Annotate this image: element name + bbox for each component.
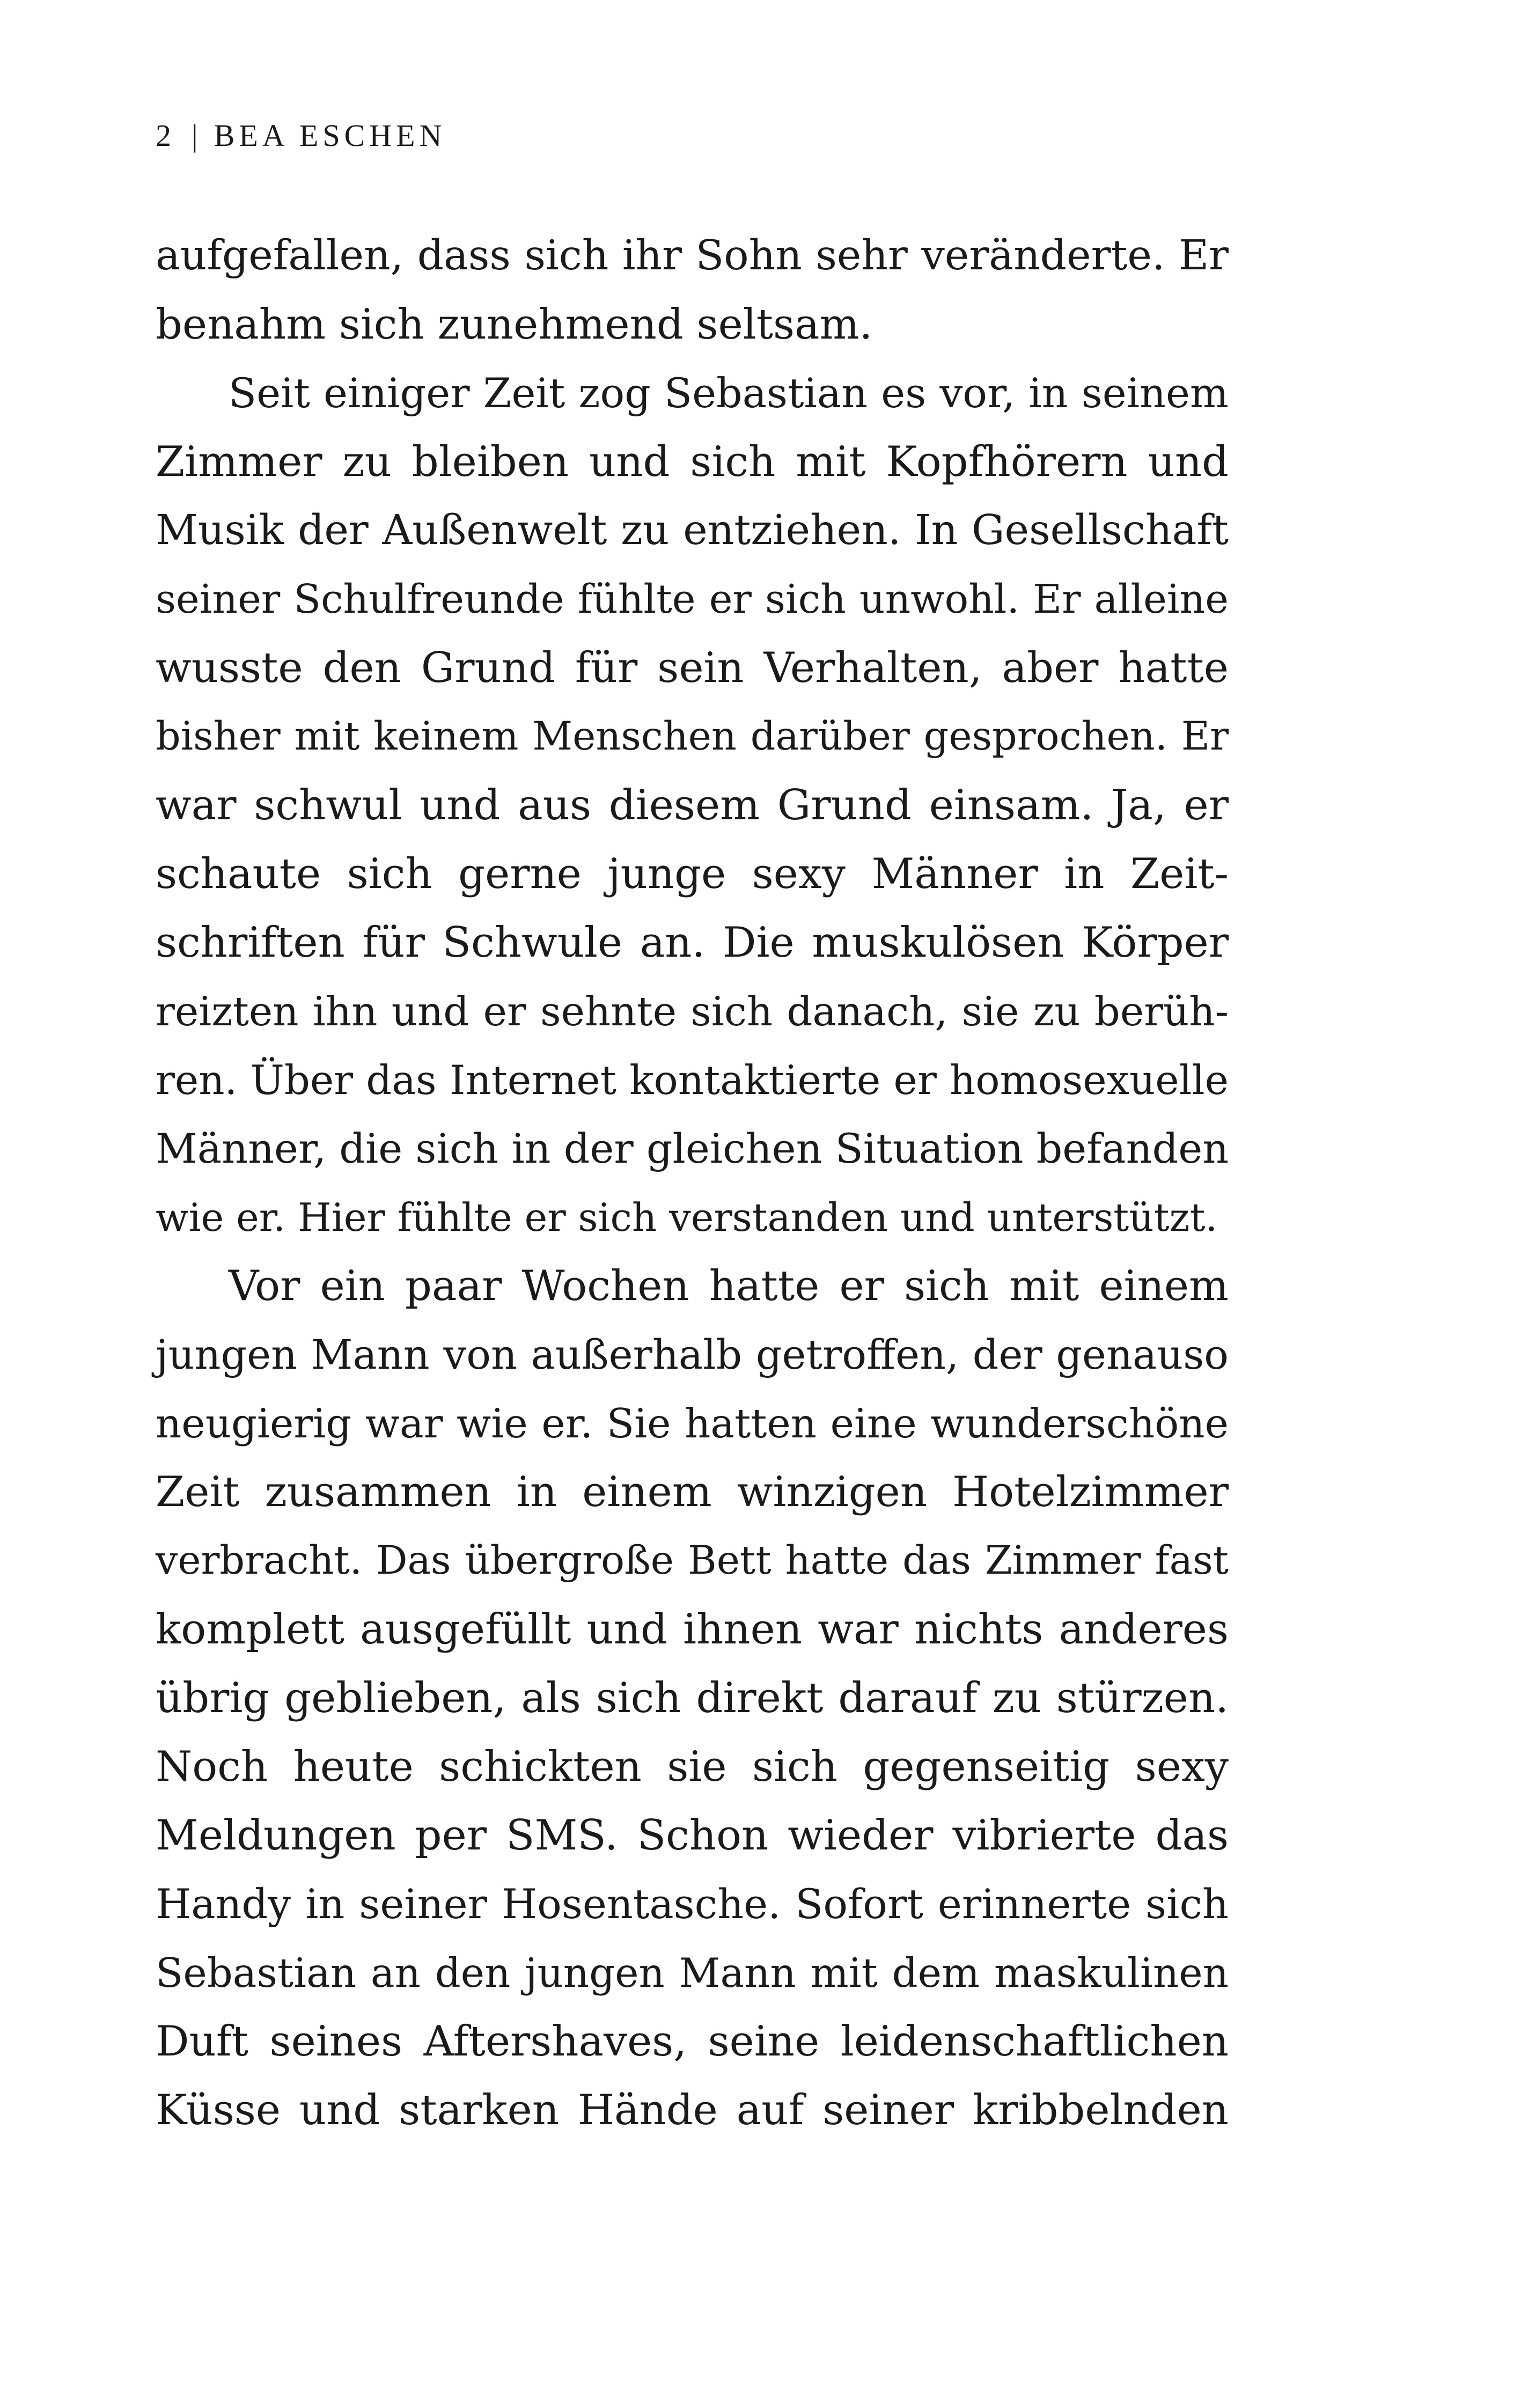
text-line: schriften für Schwule an. Die muskulösen Körper — [156, 919, 1229, 967]
text-line: schaute sich gerne junge sexy Männer in Zeit- — [156, 850, 1229, 898]
text-line: war schwul und aus diesem Grund einsam. Ja, er — [156, 781, 1229, 829]
text-line: Noch heute schickten sie sich gegenseitig sexy — [156, 1743, 1229, 1791]
text-line: Vor ein paar Wochen hatte er sich mit einem — [229, 1262, 1229, 1310]
text-line: bisher mit keinem Menschen darüber gesprochen. Er — [156, 714, 1229, 759]
text-line: Musik der Außenwelt zu entziehen. In Gesellschaft — [156, 506, 1229, 554]
author-name: BEA ESCHEN — [214, 118, 446, 153]
text-line: aufgefallen, dass sich ihr Sohn sehr veränderte. Er — [156, 232, 1229, 280]
text-line: komplett ausgefüllt und ihnen war nichts anderes — [156, 1605, 1229, 1654]
text-line: Männer, die sich in der gleichen Situation befanden — [156, 1125, 1229, 1172]
book-page — [156, 0, 1229, 2408]
text-line: Zeit zusammen in einem winzigen Hotelzimmer — [156, 1468, 1229, 1516]
text-line: übrig geblieben, als sich direkt darauf zu stürzen. — [156, 1674, 1229, 1722]
body-text — [156, 222, 1229, 2145]
text-line: wie er. Hier fühlte er sich verstanden und unterstützt. — [156, 1195, 1218, 1240]
text-line: wusste den Grund für sein Verhalten, aber hatte — [156, 644, 1229, 692]
text-line: neugierig war wie er. Sie hatten eine wunderschöne — [156, 1400, 1229, 1447]
text-line: Meldungen per SMS. Schon wieder vibrierte das — [156, 1811, 1229, 1860]
text-line: Zimmer zu bleiben und sich mit Kopfhörern und — [156, 438, 1229, 486]
text-line: Handy in seiner Hosentasche. Sofort erinnerte sich — [156, 1880, 1229, 1928]
header-separator: | — [192, 118, 198, 153]
text-line: seiner Schulfreunde fühlte er sich unwohl. Er alleine — [156, 576, 1229, 622]
page-number: 2 — [156, 118, 175, 153]
text-line: Seit einiger Zeit zog Sebastian es vor, in seinem — [229, 369, 1229, 417]
text-line: benahm sich zunehmend seltsam. — [156, 300, 873, 349]
text-line: ren. Über das Internet kontaktierte er homosexuelle — [156, 1056, 1229, 1104]
text-line: reizten ihn und er sehnte sich danach, sie zu berüh- — [156, 988, 1229, 1035]
text-line: Duft seines Aftershaves, seine leidenschaftlichen — [156, 2017, 1229, 2066]
text-line: jungen Mann von außerhalb getroffen, der genauso — [156, 1331, 1229, 1378]
running-head — [156, 117, 446, 155]
text-line: Küsse und starken Hände auf seiner kribbelnden — [156, 2086, 1229, 2134]
text-line: Sebastian an den jungen Mann mit dem maskulinen — [156, 1949, 1229, 1996]
text-line: verbracht. Das übergroße Bett hatte das Zimmer fast — [156, 1538, 1229, 1583]
